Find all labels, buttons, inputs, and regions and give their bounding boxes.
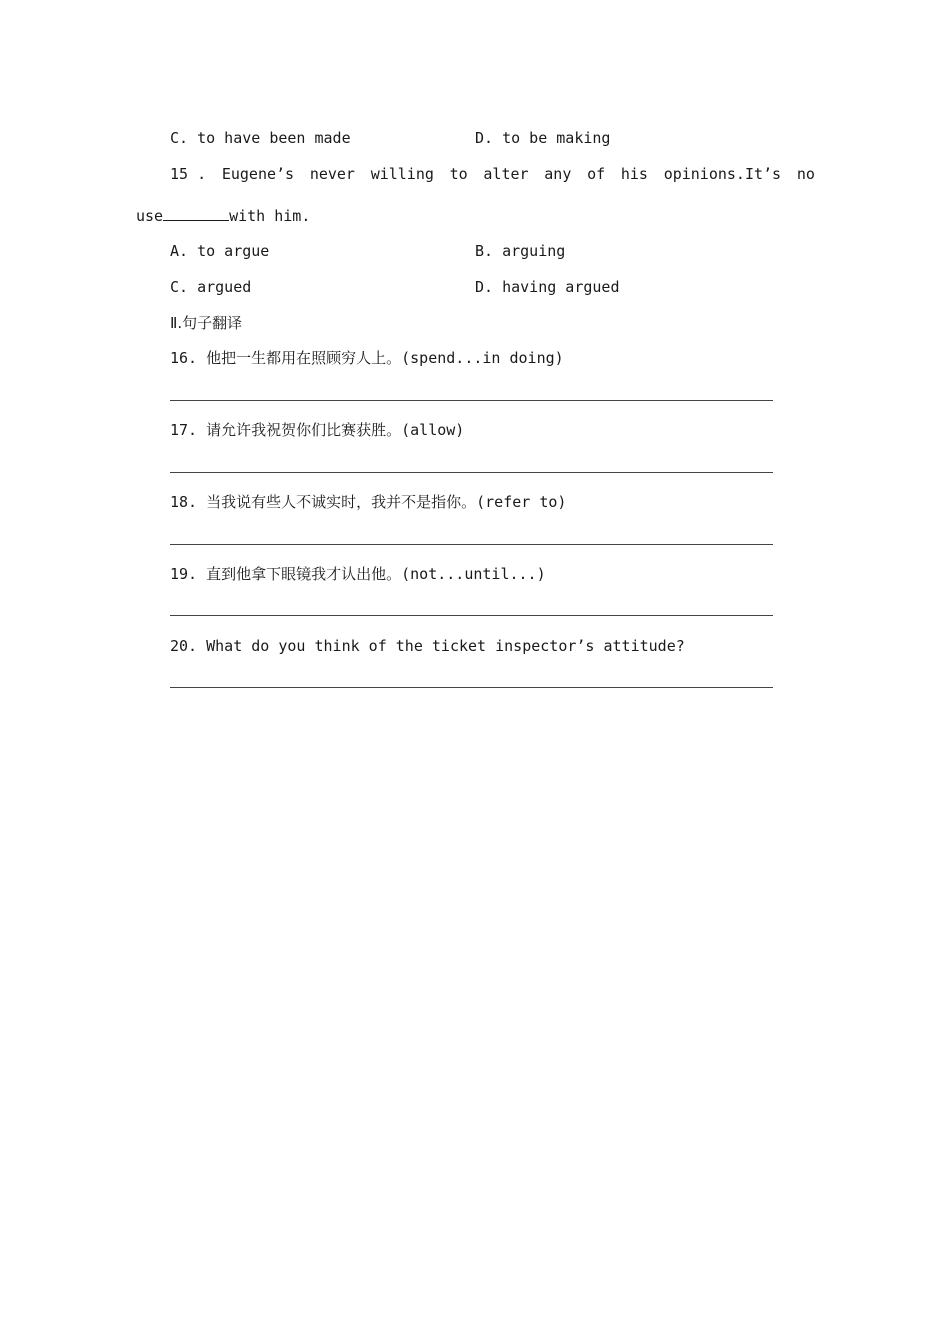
q15-word: no: [796, 165, 815, 183]
q15-word: his: [620, 165, 648, 183]
q15-word: 15 .: [170, 165, 207, 183]
answer-line-19[interactable]: [170, 615, 773, 616]
q15-option-a: A. to argue: [170, 242, 270, 260]
q15-word: Eugene’s: [221, 165, 295, 183]
answer-line-17[interactable]: [170, 472, 773, 473]
q15-word: alter: [483, 165, 529, 183]
translation-item-19: 19. 直到他拿下眼镜我才认出他。(not...until...): [170, 565, 546, 583]
translation-item-16: 16. 他把一生都用在照顾穷人上。(spend...in doing): [170, 349, 564, 367]
answer-line-16[interactable]: [170, 400, 773, 401]
q15-stem-continuation: [136, 205, 310, 226]
q15-continuation-after: with him.: [229, 207, 311, 225]
q15-word: never: [309, 165, 355, 183]
q15-word: of: [587, 165, 606, 183]
q14-option-d: D. to be making: [475, 129, 611, 147]
translation-item-18: 18. 当我说有些人不诚实时，我并不是指你。(refer to): [170, 493, 567, 511]
q15-continuation-before: use: [136, 207, 164, 225]
translation-item-20: 20. What do you think of the ticket inspector’s attitude?: [170, 637, 685, 655]
q15-word: any: [544, 165, 572, 183]
q15-word: willing: [370, 165, 434, 183]
q15-answer-blank[interactable]: [163, 205, 229, 221]
q15-option-b: B. arguing: [475, 242, 566, 260]
q15-option-c: C. argued: [170, 278, 252, 296]
q15-option-d: D. having argued: [475, 278, 620, 296]
answer-line-20[interactable]: [170, 687, 773, 688]
q14-option-c: C. to have been made: [170, 129, 351, 147]
q15-word: to: [449, 165, 468, 183]
q15-stem-line: [170, 164, 815, 184]
answer-line-18[interactable]: [170, 544, 773, 545]
q15-word: opinions.It’s: [663, 165, 782, 183]
section-title: Ⅱ.句子翻译: [170, 314, 243, 332]
translation-item-17: 17. 请允许我祝贺你们比赛获胜。(allow): [170, 421, 465, 439]
